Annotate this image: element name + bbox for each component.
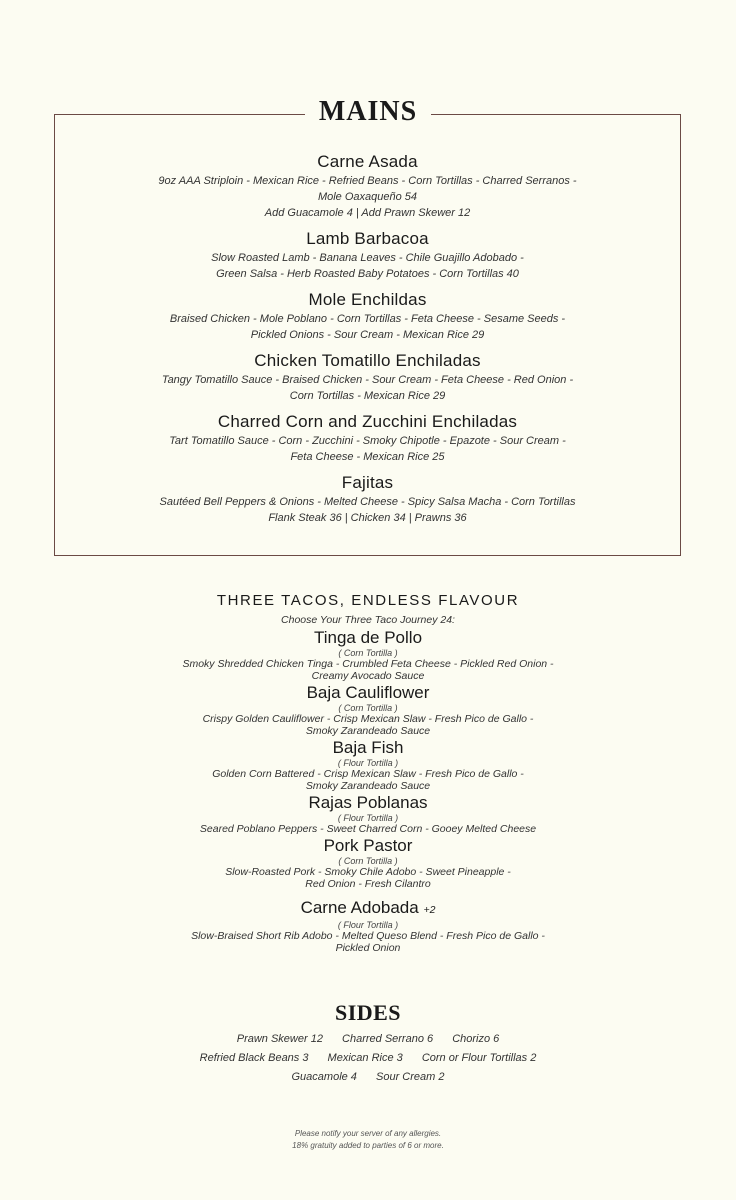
taco-name xyxy=(0,836,736,856)
taco-desc-line: Slow-Roasted Pork - Smoky Chile Adobo - Sweet Pineapple - xyxy=(225,866,511,878)
tacos-heading: THREE TACOS, ENDLESS FLAVOUR xyxy=(216,592,520,609)
taco-tortilla: ( Corn Tortilla ) xyxy=(338,703,398,713)
taco-desc-line: Seared Poblano Peppers - Sweet Charred Corn - Gooey Melted Cheese xyxy=(199,823,537,835)
taco-desc-line: Pickled Onion xyxy=(335,942,401,954)
dish-desc-line: Feta Cheese - Mexican Rice 25 xyxy=(290,451,445,463)
dish-name: Chicken Tomatillo Enchiladas xyxy=(254,351,481,370)
dish-name: Charred Corn and Zucchini Enchiladas xyxy=(217,412,518,431)
taco-tortilla: ( Flour Tortilla ) xyxy=(337,920,399,930)
dish-chicken-tomatillo-enchiladas xyxy=(54,351,681,404)
gratuity-note: 18% gratuity added to parties of 6 or more. xyxy=(292,1141,444,1150)
dish-name: Carne Asada xyxy=(317,152,418,171)
taco-desc-line: Smoky Zarandeado Sauce xyxy=(305,780,431,792)
dish-carne-asada xyxy=(54,152,681,221)
dish-description xyxy=(54,173,681,221)
mains-title: MAINS xyxy=(305,94,431,130)
dish-description xyxy=(54,250,681,282)
dish-mole-enchiladas xyxy=(54,290,681,343)
taco-name xyxy=(0,793,736,813)
dish-desc-line: Green Salsa - Herb Roasted Baby Potatoes - Corn Tortillas 40 xyxy=(216,268,519,280)
dish-desc-line: Add Guacamole 4 | Add Prawn Skewer 12 xyxy=(264,207,471,219)
taco-name-text: Tinga de Pollo xyxy=(313,628,423,647)
dish-description xyxy=(54,494,681,526)
taco-item xyxy=(0,793,736,835)
sides-row xyxy=(0,1049,736,1068)
tacos-subheading: Choose Your Three Taco Journey 24: xyxy=(281,614,455,626)
taco-name-text: Baja Cauliflower xyxy=(306,683,430,702)
taco-desc-line: Crispy Golden Cauliflower - Crisp Mexican Slaw - Fresh Pico de Gallo - xyxy=(202,713,534,725)
side-item: Sour Cream 2 xyxy=(376,1071,445,1083)
dish-desc-line: Sautéed Bell Peppers & Onions - Melted Cheese - Spicy Salsa Macha - Corn Tortillas xyxy=(159,496,576,508)
side-item: Prawn Skewer 12 xyxy=(236,1033,323,1045)
taco-description xyxy=(0,768,736,792)
sides-row xyxy=(0,1068,736,1087)
dish-desc-line: Corn Tortillas - Mexican Rice 29 xyxy=(289,390,446,402)
dish-desc-line: Braised Chicken - Mole Poblano - Corn Tortillas - Feta Cheese - Sesame Seeds - xyxy=(169,313,566,325)
dish-name: Lamb Barbacoa xyxy=(306,229,429,248)
dish-desc-line: Mole Oaxaqueño 54 xyxy=(317,191,418,203)
taco-upcharge: +2 xyxy=(423,904,436,916)
dish-lamb-barbacoa xyxy=(54,229,681,282)
taco-item xyxy=(0,683,736,737)
dish-description xyxy=(54,311,681,343)
dish-name: Fajitas xyxy=(341,473,394,492)
taco-description xyxy=(0,930,736,954)
dish-fajitas xyxy=(54,473,681,526)
dish-name: Mole Enchildas xyxy=(308,290,427,309)
taco-desc-line: Red Onion - Fresh Cilantro xyxy=(305,878,431,890)
side-item: Charred Serrano 6 xyxy=(342,1033,434,1045)
side-item: Mexican Rice 3 xyxy=(327,1052,403,1064)
dish-charred-corn-zucchini-enchiladas xyxy=(54,412,681,465)
taco-tortilla: ( Flour Tortilla ) xyxy=(337,758,399,768)
allergy-note: Please notify your server of any allergies. xyxy=(294,1129,442,1138)
dish-desc-line: Tangy Tomatillo Sauce - Braised Chicken - Sour Cream - Feta Cheese - Red Onion - xyxy=(161,374,574,386)
taco-desc-line: Smoky Zarandeado Sauce xyxy=(305,725,431,737)
dish-desc-line: Slow Roasted Lamb - Banana Leaves - Chile Guajillo Adobado - xyxy=(211,252,524,264)
taco-tortilla: ( Corn Tortilla ) xyxy=(338,856,398,866)
taco-name xyxy=(0,683,736,703)
side-item: Chorizo 6 xyxy=(452,1033,500,1045)
footer-note xyxy=(0,1128,736,1152)
taco-description xyxy=(0,713,736,737)
taco-name-text: Baja Fish xyxy=(332,738,404,757)
dish-desc-line: Pickled Onions - Sour Cream - Mexican Rice 29 xyxy=(250,329,485,341)
taco-name xyxy=(0,738,736,758)
taco-description xyxy=(0,823,736,835)
side-item: Guacamole 4 xyxy=(291,1071,357,1083)
taco-description xyxy=(0,658,736,682)
taco-item xyxy=(0,738,736,792)
taco-desc-line: Golden Corn Battered - Crisp Mexican Slaw - Fresh Pico de Gallo - xyxy=(212,768,524,780)
taco-desc-line: Smoky Shredded Chicken Tinga - Crumbled Feta Cheese - Pickled Red Onion - xyxy=(182,658,554,670)
taco-name-text: Rajas Poblanas xyxy=(308,793,428,812)
mains-list xyxy=(54,152,681,534)
taco-name xyxy=(0,628,736,648)
taco-description xyxy=(0,866,736,890)
taco-desc-line: Slow-Braised Short Rib Adobo - Melted Queso Blend - Fresh Pico de Gallo - xyxy=(191,930,545,942)
taco-name-text: Pork Pastor xyxy=(323,836,413,855)
taco-tortilla: ( Flour Tortilla ) xyxy=(337,813,399,823)
dish-desc-line: 9oz AAA Striploin - Mexican Rice - Refried Beans - Corn Tortillas - Charred Serranos - xyxy=(158,175,577,187)
side-item: Corn or Flour Tortillas 2 xyxy=(421,1052,537,1064)
taco-item xyxy=(0,628,736,682)
taco-tortilla: ( Corn Tortilla ) xyxy=(338,648,398,658)
dish-description xyxy=(54,372,681,404)
taco-item xyxy=(0,836,736,890)
dish-desc-line: Flank Steak 36 | Chicken 34 | Prawns 36 xyxy=(268,512,467,524)
dish-desc-line: Tart Tomatillo Sauce - Corn - Zucchini - Smoky Chipotle - Epazote - Sour Cream - xyxy=(169,435,566,447)
dish-description xyxy=(54,433,681,465)
sides-row xyxy=(0,1030,736,1049)
sides-list xyxy=(0,1030,736,1087)
taco-name xyxy=(0,898,736,920)
taco-desc-line: Creamy Avocado Sauce xyxy=(311,670,425,682)
mains-title-wrap xyxy=(0,94,736,130)
taco-item xyxy=(0,898,736,954)
side-item: Refried Black Beans 3 xyxy=(199,1052,309,1064)
tacos-section xyxy=(0,592,736,954)
taco-name-text: Carne Adobada xyxy=(300,898,419,917)
sides-title: SIDES xyxy=(334,1000,402,1025)
